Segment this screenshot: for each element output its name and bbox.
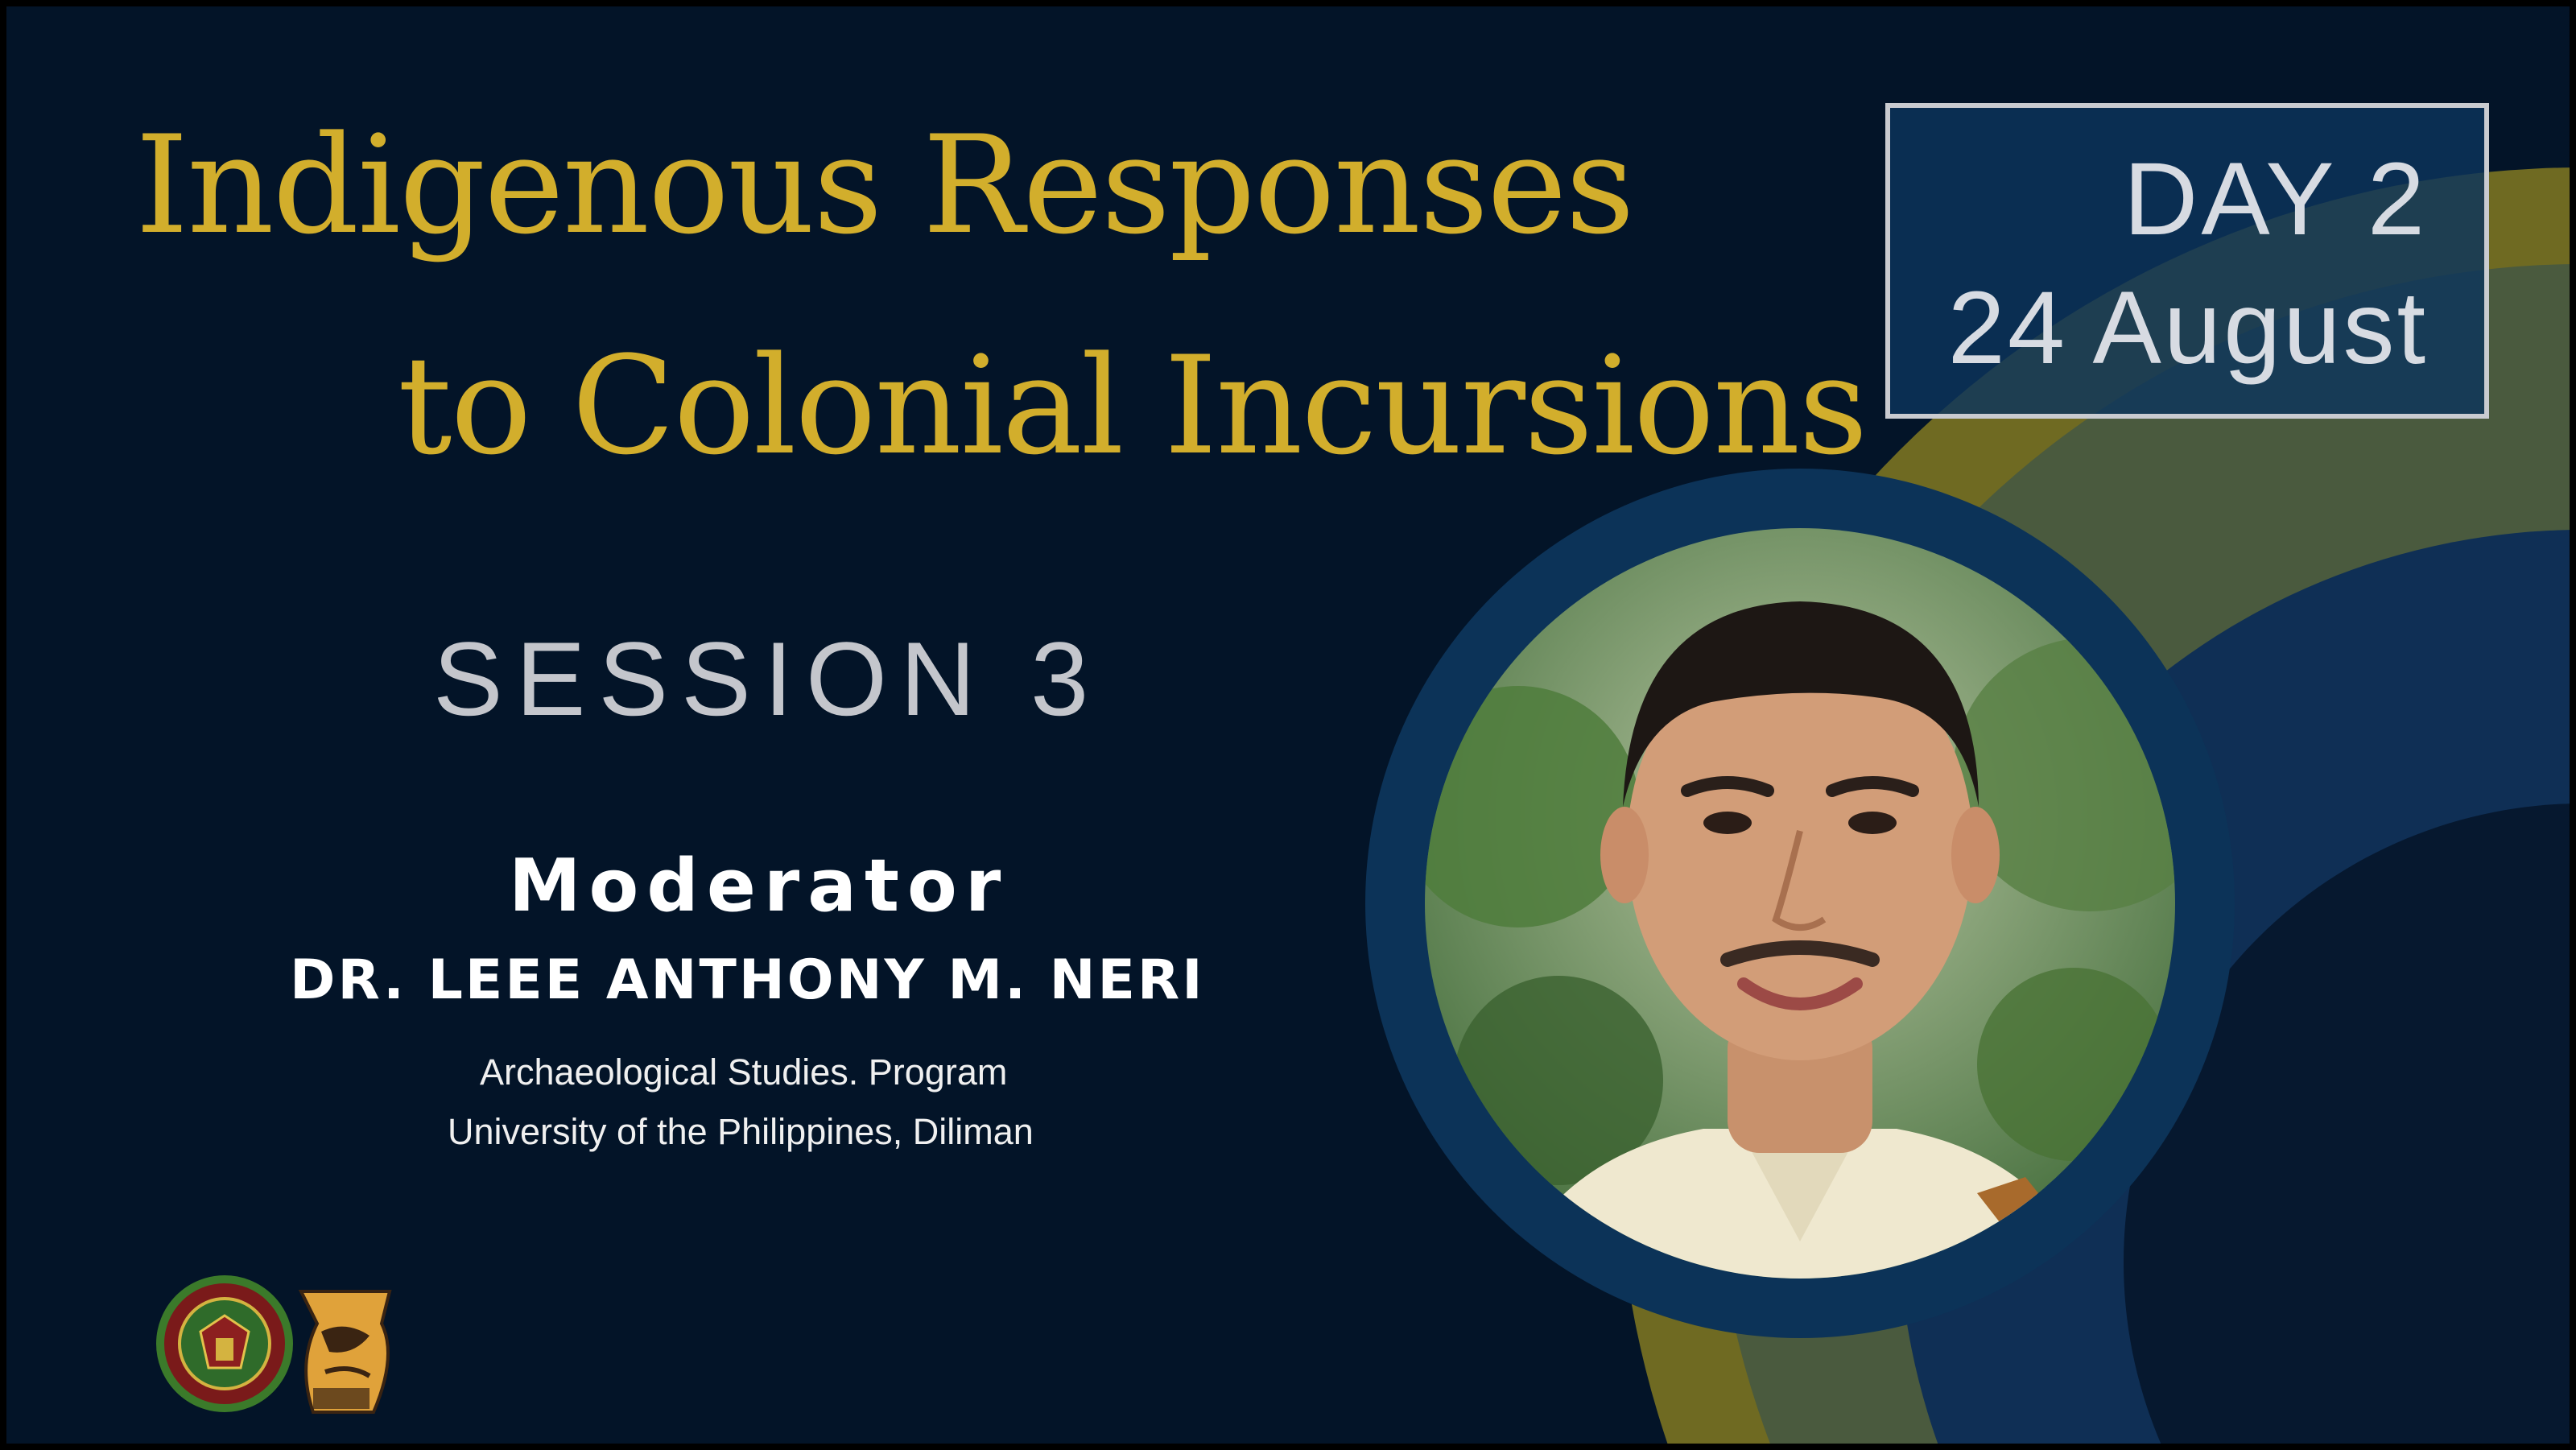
archaeology-jar-icon — [301, 1291, 390, 1412]
date-label: 24 August — [1947, 271, 2428, 386]
moderator-affiliation-program: Archaeological Studies. Program — [480, 1051, 1008, 1093]
moderator-photo-icon — [1365, 469, 2235, 1338]
day-date-box — [1885, 103, 2489, 419]
up-seal-icon — [160, 1279, 289, 1408]
moderator-affiliation-university: University of the Philippines, Diliman — [448, 1111, 1034, 1152]
moderator-role: Moderator — [509, 844, 1009, 928]
event-title-line-2: to Colonial Incursions — [398, 327, 1867, 485]
moderator-name: DR. LEEE ANTHONY M. NERI — [290, 948, 1205, 1012]
session-label: SESSION 3 — [433, 620, 1102, 737]
logos — [156, 1275, 414, 1420]
event-title-line-1: Indigenous Responses — [135, 106, 1633, 264]
day-label: DAY 2 — [2123, 142, 2428, 257]
